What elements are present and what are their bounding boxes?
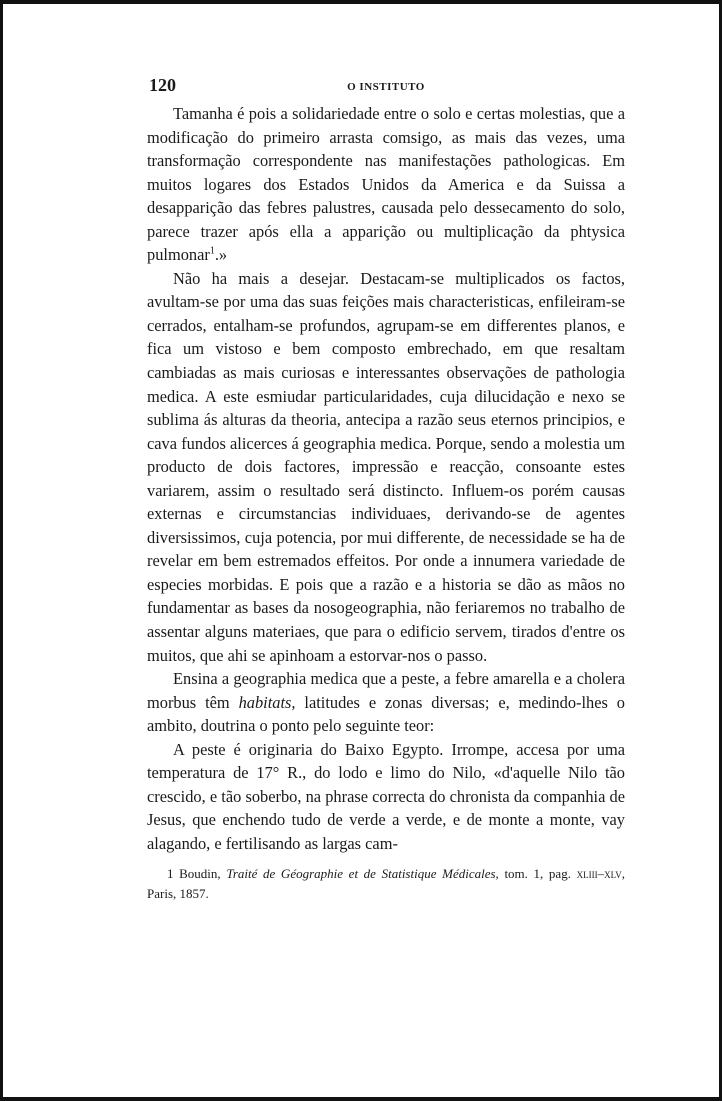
paragraph-4-text: A peste é originaria do Baixo Egypto. Irrompe, accesa por uma temperatura de 17° R., do lodo e limo do Nilo, «d'aquelle Nilo tão crescido, e tão soberbo, na phrase correcta do chronista da companhia de Jesus, que enchendo tudo de verde a verde, e de monte a monte, vay alagando, e fertilisando as largas cam-: [147, 739, 625, 853]
footnote-author: Boudin,: [179, 865, 221, 881]
paragraph-1-tail: .»: [214, 245, 228, 265]
scan-edge-bottom: [3, 1097, 719, 1101]
footnote-details: tom. 1, pag.: [504, 865, 571, 881]
footnotes: [147, 864, 625, 904]
paragraph-3-before: Ensina a geographia medica que a peste, a febre amarella e a cholera morbus têm: [147, 669, 625, 712]
page-number: 120: [149, 75, 176, 95]
running-head: [147, 72, 625, 98]
printed-page: [147, 72, 625, 904]
paragraph-3: [147, 667, 625, 738]
paragraph-2: [147, 267, 625, 667]
footnote-reference: 1: [209, 245, 215, 257]
scan-edge-top: [3, 0, 719, 4]
body-text: [147, 102, 625, 856]
footnote-mark: 1: [167, 865, 174, 881]
paragraph-3-italic: habitats,: [238, 692, 296, 712]
footnote-title: Traité de Géographie et de Statistique Médicales,: [226, 865, 499, 881]
footnote-pages: xliii–xlv: [576, 865, 622, 881]
paragraph-3-after: latitudes e zonas diversas; e, medindo-lhes o ambito, doutrina o ponto pelo seguinte teor:: [147, 692, 625, 736]
paragraph-2-text: Não ha mais a desejar. Destacam-se multiplicados os factos, avultam-se por uma das suas feições mais characteristicas, enfileiram-se cerrados, entalham-se profundos, agrupam-se em differentes planos, e fica um vistoso e bem composto embrechado, em que resaltam cambiadas as mais curiosas e interessantes observações de pathologia medica. A este esmiudar particularidades, cuja dilucidação e nexo se sublima ás alturas da theoria, antecipa a razão seus eternos principios, e cava fundos alicerces á geographia medica. Porque, sendo a molestia um producto de dois factores, impressão e reacção, consoante estes variarem, assim o resultado será distincto. Influem-os porém causas externas e circumstancias individuaes, derivando-se de agentes diversissimos, cuja potencia, por mui differente, de necessidade se ha de revelar em bem estremados effeitos. Por onde a innumera variedade de especies morbidas. E pois que a razão e a historia se dão as mãos no fundamentar as bases da nosogeographia, não feriaremos no trabalho de assentar alguns materiaes, que para o edificio servem, tirados d'entre os muitos, que ahi se apinhoam a estorvar-nos o passo.: [147, 268, 625, 665]
paragraph-1-text: Tamanha é pois a solidariedade entre o solo e certas molestias, que a modificação do primeiro arrasta comsigo, as mais das vezes, uma transformação correspondente nas manifestações pathologicas. Em muitos logares dos Estados Unidos da America e da Suissa a desapparição das febres palustres, causada pelo dessecamento do solo, parece trazer após ella a apparição ou multiplicação da phtysica pulmonar: [147, 104, 625, 265]
paragraph-4: [147, 738, 625, 856]
running-title: O INSTITUTO: [347, 81, 425, 93]
footnote-1: [147, 864, 625, 904]
paragraph-1: [147, 102, 625, 267]
footnote-place-date: , Paris, 1857.: [147, 865, 626, 901]
